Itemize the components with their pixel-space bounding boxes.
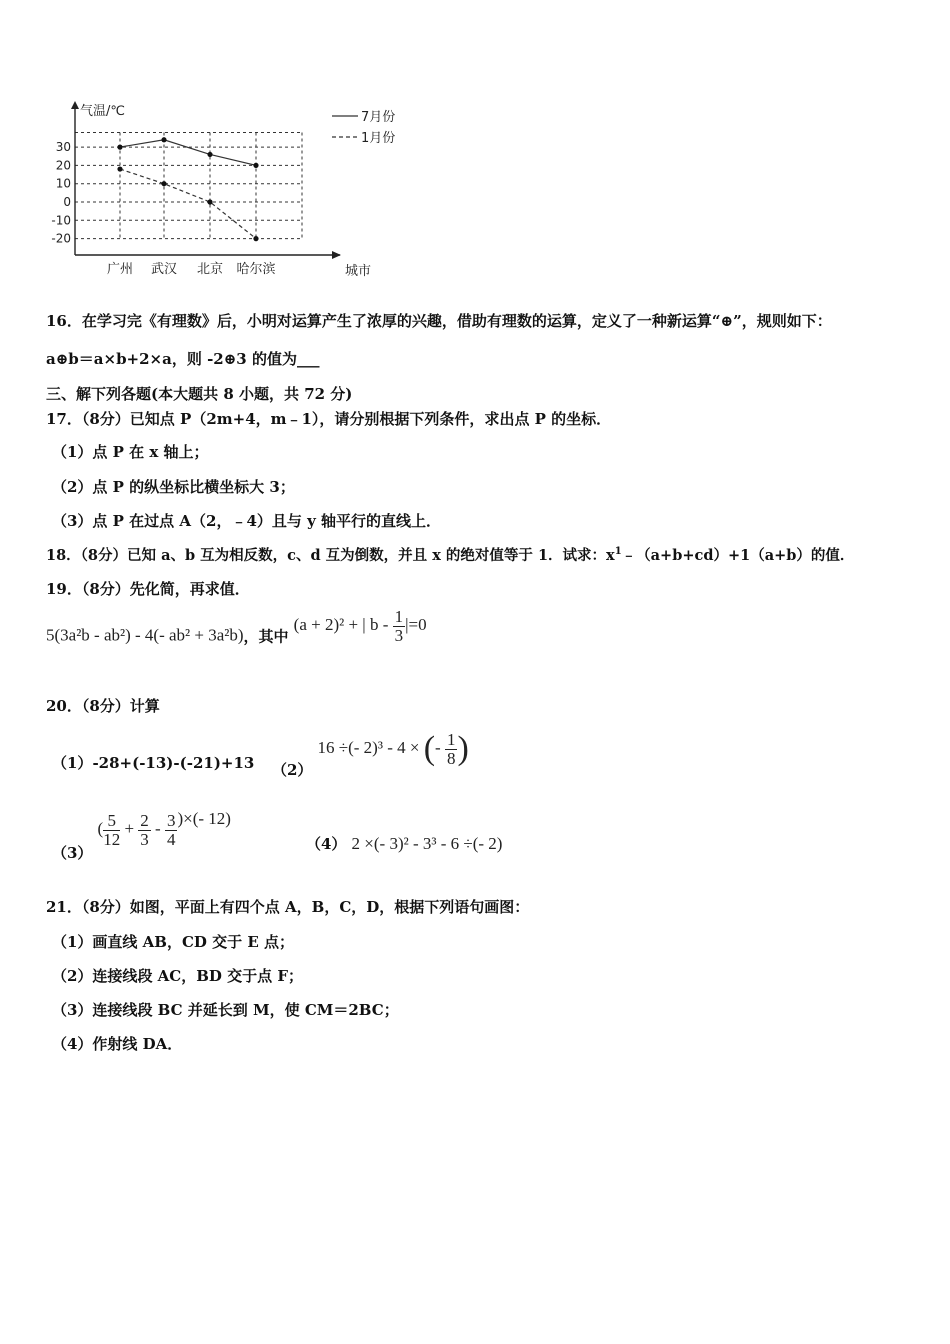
q19-expression: 5(3a²b - ab²) - 4(- ab² + 3a²b) xyxy=(46,625,244,645)
q20-part4 xyxy=(306,833,502,854)
y-tick-label: 20 xyxy=(55,158,71,173)
legend-label: 1月份 xyxy=(361,131,396,146)
q20-p3-tail: )×(- 12) xyxy=(177,809,231,829)
q20-p4-expr: 2 ×(- 3)² - 3³ - 6 ÷(- 2) xyxy=(351,834,503,853)
q20-p4-label: （4） xyxy=(306,835,347,853)
q21-part3: （3）连接线段 BC 并延长到 M，使 CM＝2BC； xyxy=(52,1001,399,1019)
q21-part2: （2）连接线段 AC，BD 交于点 F； xyxy=(52,967,304,985)
q17-stem: 17．（8分）已知点 P（2m+4，m﹣1），请分别根据下列条件，求出点 P 的坐标． xyxy=(46,410,612,428)
q20-p3-f1-den: 12 xyxy=(103,830,121,849)
series-line-2 xyxy=(120,169,256,239)
q21-part1: （1）画直线 AB，CD 交于 E 点； xyxy=(52,933,295,951)
x-tick-label: 广州 xyxy=(106,262,134,277)
section-3-heading: 三、解下列各题(本大题共 8 小题，共 72 分) xyxy=(46,385,353,403)
q18-stem: 18．（8分）已知 a、b 互为相反数，c、d 互为倒数，并且 x 的绝对值等于 1．试求：x xyxy=(46,547,615,564)
q20-part2 xyxy=(272,729,469,779)
q20-p3-f3-num: 3 xyxy=(166,811,176,830)
q17-part2: （2）点 P 的纵坐标比横坐标大 3； xyxy=(52,478,295,496)
data-point xyxy=(117,166,122,171)
q20-p3-f2-den: 3 xyxy=(140,830,149,849)
q19-condition xyxy=(293,607,427,645)
q20-p1-expr: -28+(-13)-(-21)+13 xyxy=(92,754,255,772)
q20-p3-frac2 xyxy=(138,812,151,849)
y-tick-label: 30 xyxy=(55,140,71,155)
x-tick-label: 武汉 xyxy=(150,262,178,277)
q20-part1 xyxy=(52,752,254,773)
q20-p2-fraction xyxy=(445,731,458,768)
y-tick-label: 10 xyxy=(55,176,71,191)
q16-line1: 16．在学习完《有理数》后，小明对运算产生了浓厚的兴趣，借助有理数的运算，定义了一种新运算“⊕”，规则如下： xyxy=(46,312,832,330)
q19-fraction xyxy=(393,608,406,645)
y-tick-label: 0 xyxy=(63,195,71,209)
legend-label: 7月份 xyxy=(361,110,396,125)
q20-p1-label: （1） xyxy=(52,754,93,772)
x-tick-label: 北京 xyxy=(196,262,224,277)
q17-part3: （3）点 P 在过点 A（2，﹣4）且与 y 轴平行的直线上． xyxy=(52,512,442,530)
data-point xyxy=(253,236,258,241)
q20-p3-label: （3） xyxy=(52,844,93,863)
q19-frac-num: 1 xyxy=(394,607,404,626)
series-line-1 xyxy=(120,140,256,166)
y-tick-label: -10 xyxy=(51,213,71,228)
x-axis-label: 城市 xyxy=(344,264,372,279)
q20-p3-expr: ( $\frac{5}{12}$ + $\frac{2}{3}$ - $\frac{3}{4}$ )×(- 12) xyxy=(97,809,231,849)
q20-stem: 20．（8分）计算 xyxy=(46,697,160,715)
data-point xyxy=(253,163,258,168)
data-point xyxy=(207,199,212,204)
temperature-chart xyxy=(40,95,420,290)
q21-stem: 21．（8分）如图，平面上有四个点 A，B，C，D，根据下列语句画图： xyxy=(46,898,530,916)
q16-line2: a⊕b＝a×b+2×a，则 -2⊕3 的值为___ xyxy=(46,350,320,368)
q20-p2-label: （2） xyxy=(272,760,313,779)
y-tick-label: -20 xyxy=(51,231,71,246)
q18-exponent: 1 xyxy=(614,546,622,558)
q20-p3-f1-num: 5 xyxy=(103,812,120,831)
q20-part3 xyxy=(52,809,231,863)
q17-part1: （1）点 P 在 x 轴上； xyxy=(52,443,209,461)
q20-p2-expr: 16 ÷(- 2)³ - 4 × (- $\frac{1}{8}$ ) xyxy=(317,729,469,768)
q19-condition-left: (a + 2)² + | b - xyxy=(293,615,389,635)
q18-text xyxy=(46,544,854,565)
q20-p3-frac3 xyxy=(165,812,178,849)
y-axis-label: 气温/℃ xyxy=(80,104,125,119)
x-axis-arrow xyxy=(332,251,341,259)
q21-part4: （4）作射线 DA． xyxy=(52,1035,183,1053)
q19-condition-right: |=0 xyxy=(405,615,427,635)
data-point xyxy=(161,181,166,186)
q19-where: ，其中 xyxy=(243,627,289,646)
data-point xyxy=(161,137,166,142)
x-tick-label: 哈尔滨 xyxy=(236,262,276,277)
q20-p2-den: 8 xyxy=(446,748,456,768)
q19-stem: 19．（8分）先化简，再求值． xyxy=(46,580,250,598)
y-axis-arrow xyxy=(71,101,79,109)
q20-p2-left: 16 ÷(- 2)³ - 4 × xyxy=(317,737,420,757)
q18-tail: ﹣（a+b+cd）+1（a+b）的值． xyxy=(621,547,855,564)
q20-p2-num: 1 xyxy=(446,729,456,749)
data-point xyxy=(207,152,212,157)
q20-p3-f3-den: 4 xyxy=(166,830,176,849)
q19-frac-den: 3 xyxy=(394,626,404,645)
q20-p3-f2-num: 2 xyxy=(140,811,149,830)
data-point xyxy=(117,145,122,150)
q20-p3-frac1 xyxy=(103,812,120,849)
q19-expression-row xyxy=(46,607,427,655)
